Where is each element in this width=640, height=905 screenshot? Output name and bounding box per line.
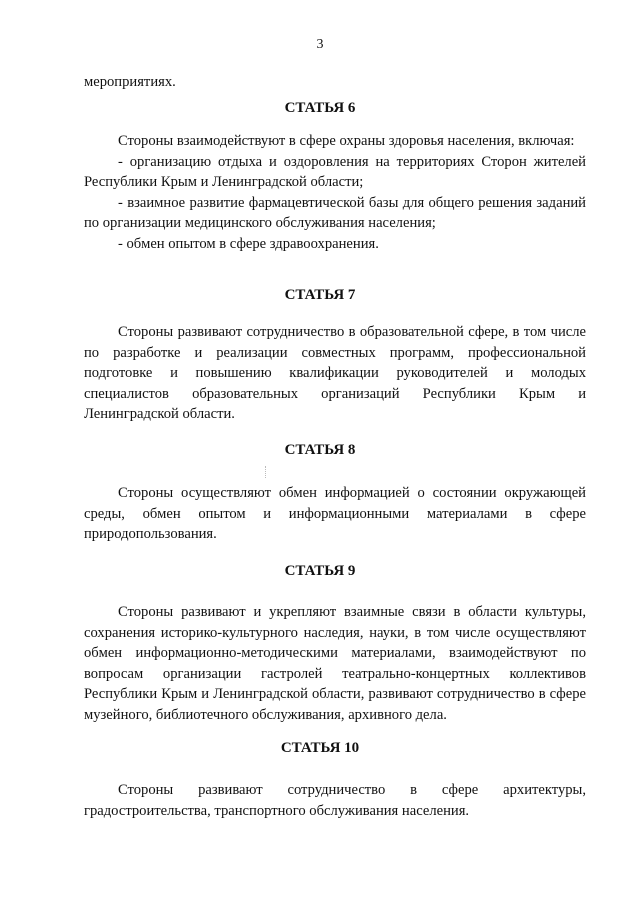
- article-9-body: [84, 602, 586, 725]
- article-6-intro: Стороны взаимодействуют в сфере охраны здоровья населения, включая:: [118, 133, 575, 149]
- article-9-text: Стороны развивают и укрепляют взаимные связи в области культуры, сохранения историко-культурного наследия, науки, в том числе осуществляют обмен информационно-методическими материалами, взаимодействуют по вопросам организации гастролей театрально-концертных коллективов Республики Крым и Ленинградской области, развивают сотрудничество в сфере музейного, библиотечного обслуживания, архивного дела.: [84, 604, 586, 723]
- article-7-body: [84, 322, 586, 425]
- article-8-text: Стороны осуществляют обмен информацией о состоянии окружающей среды, обмен опытом и информационными материалами в сфере природопользования.: [84, 485, 586, 542]
- page-number: 3: [316, 37, 324, 52]
- article-6-item: - взаимное развитие фармацевтической базы для общего решения заданий по организации медицинского обслуживания населения;: [84, 194, 586, 231]
- article-10-body: [84, 780, 586, 821]
- previous-article-fragment: [84, 72, 586, 93]
- scan-artifact-line: [265, 466, 266, 478]
- article-6-heading: СТАТЬЯ 6: [284, 100, 356, 116]
- article-8-body: [84, 483, 586, 545]
- article-6-item: - обмен опытом в сфере здравоохранения.: [118, 235, 379, 252]
- article-6-body: [84, 131, 586, 254]
- article-6-item: - организацию отдыха и оздоровления на территориях Сторон жителей Республики Крым и Ленинградской области;: [84, 153, 586, 190]
- article-7-heading: СТАТЬЯ 7: [284, 287, 356, 303]
- article-9-heading: СТАТЬЯ 9: [284, 563, 356, 579]
- article-10-text: Стороны развивают сотрудничество в сфере архитектуры, градостроительства, транспортного обслуживания населения.: [84, 782, 586, 819]
- article-7-text: Стороны развивают сотрудничество в образовательной сфере, в том числе по разработке и реализации совместных программ, профессиональной подготовке и повышению квалификации руководителей и молодых специалистов образовательных организаций Республики Крым и Ленинградской области.: [84, 324, 586, 422]
- fragment-text: мероприятиях.: [84, 74, 176, 90]
- article-10-heading: СТАТЬЯ 10: [280, 740, 360, 756]
- article-8-heading: СТАТЬЯ 8: [284, 442, 356, 458]
